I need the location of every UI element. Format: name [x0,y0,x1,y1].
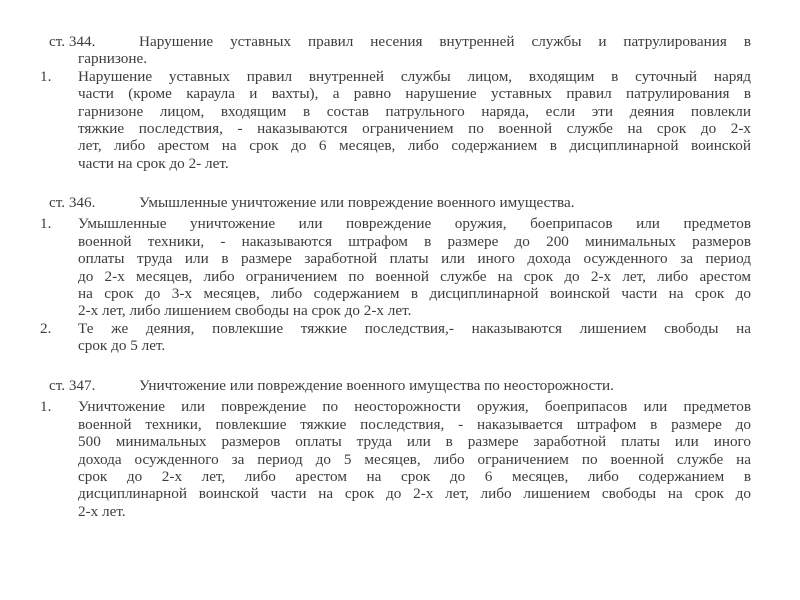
item-text-line: Уничтожение или повреждение по неосторожности оружия, боеприпасов или предметов [78,398,751,416]
item-text-line: Умышленные уничтожение или повреждение оружия, боеприпасов или предметов [78,215,751,233]
article-347 [0,377,800,520]
article-heading [0,377,800,394]
list-item [0,68,800,172]
item-text-line: Нарушение уставных правил внутренней службы лицом, входящим в суточный наряд [78,67,751,85]
item-text-line: оплаты труда или в размере заработной платы или иного дохода осужденного за период [78,250,751,268]
article-title: Нарушение уставных правил несения внутренней службы и патрулирования в [139,33,751,50]
item-text-line: 2-х лет, либо лишением свободы на срок до 2-х лет. [78,302,412,320]
item-text-line: срок до 5 лет. [78,337,166,355]
item-text-line: срок до 2-х лет, либо арестом на срок до 6 месяцев, либо содержанием в [78,467,751,485]
article-number: ст. 346. [49,194,96,211]
item-text-line: Те же деяния, повлекшие тяжкие последствия,- наказываются лишением свободы на [78,319,751,337]
item-text-line: тяжкие последствия, - наказываются ограничением по военной службе на срок до 2-х [78,119,751,137]
article-344 [0,33,800,172]
item-text-line: части (кроме караула и вахты), а равно нарушение уставных правил патрулирования в [78,85,751,103]
article-title: Умышленные уничтожение или повреждение военного имущества. [139,194,575,211]
item-text-line: гарнизоне лицом, входящим в состав патрульного наряда, если эти деяния повлекли [78,102,751,120]
item-text-line: части на срок до 2- лет. [78,154,229,172]
item-number: 1. [40,215,52,233]
item-text-line: дохода осужденного за период до 5 месяцев, либо ограничением по военной службе на [78,450,751,468]
item-text-line: до 2-х месяцев, либо ограничением по военной службе на срок до 2-х лет, либо арестом [78,267,751,285]
item-text-line: дисциплинарной воинской части на срок до 2-х лет, либо лишением свободы на срок до [78,485,751,503]
item-number: 1. [40,67,52,85]
item-text-line: 2-х лет. [78,502,126,520]
article-number: ст. 347. [49,377,96,394]
item-text-line: на срок до 3-х месяцев, либо содержанием в дисциплинарной воинской части на срок до [78,284,751,302]
item-number: 2. [40,319,52,337]
article-346 [0,194,800,355]
article-title-continuation: гарнизоне. [78,50,147,68]
article-number: ст. 344. [49,33,96,50]
list-item [0,215,800,319]
article-title: Уничтожение или повреждение военного имущества по неосторожности. [139,377,614,394]
item-text-line: военной техники, повлекшие тяжкие последствия, - наказывается штрафом в размере до [78,415,751,433]
list-item [0,398,800,520]
article-heading [0,194,800,211]
item-number: 1. [40,398,52,416]
item-text-line: 500 минимальных размеров оплаты труда или в размере заработной платы или иного [78,433,751,451]
item-text-line: лет, либо арестом на срок до 6 месяцев, либо содержанием в дисциплинарной воинской [78,137,751,155]
list-item [0,320,800,355]
article-heading [0,33,800,50]
item-text-line: военной техники, - наказываются штрафом в размере до 200 минимальных размеров [78,232,751,250]
